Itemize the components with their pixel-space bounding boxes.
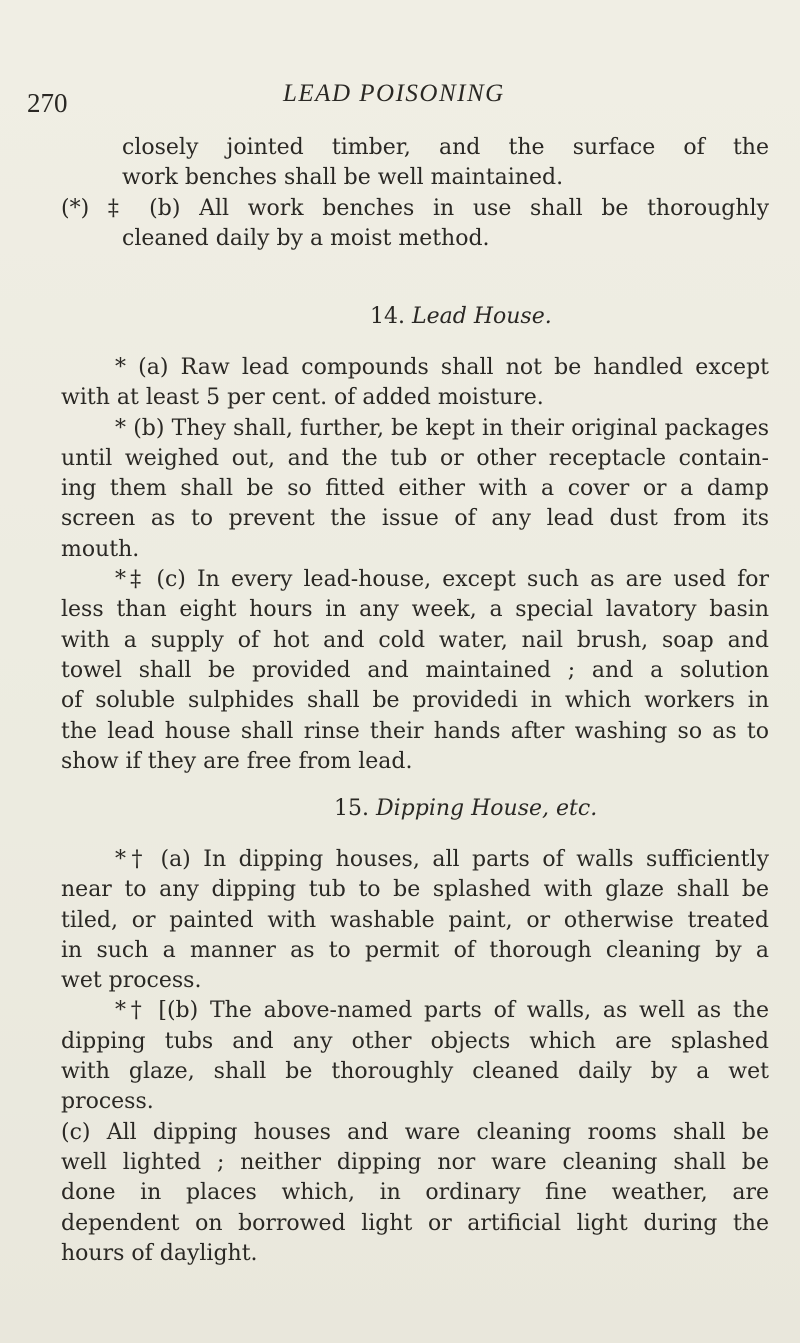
text-line: mouth. bbox=[61, 536, 140, 562]
text-line: near to any dipping tub to be splashed with glaze shall be bbox=[61, 877, 769, 903]
text-line: process. bbox=[61, 1089, 154, 1115]
text-line: cleaned daily by a moist method. bbox=[122, 225, 490, 251]
section-15-heading bbox=[334, 796, 597, 821]
text-line: *† (a) In dipping houses, all parts of walls sufficiently bbox=[115, 847, 769, 872]
text-line: well lighted ; neither dipping nor ware cleaning shall be bbox=[61, 1149, 769, 1175]
text-line: * (a) Raw lead compounds shall not be handled except bbox=[115, 355, 769, 380]
text-line: *† [(b) The above-named parts of walls, as well as the bbox=[115, 998, 769, 1024]
text-line: dependent on borrowed light or artificial light during the bbox=[61, 1210, 769, 1236]
section-title: Dipping House, etc. bbox=[376, 796, 598, 821]
text-line: until weighed out, and the tub or other receptacle contain- bbox=[61, 445, 769, 471]
section-number: 14. bbox=[370, 304, 405, 329]
text-line: of soluble sulphides shall be providedi in which workers in bbox=[61, 688, 769, 714]
running-head: LEAD POISONING bbox=[283, 80, 505, 107]
text-line: the lead house shall rinse their hands after washing so as to bbox=[61, 718, 769, 744]
text-line: (*) ‡ (b) All work benches in use shall be thoroughly bbox=[61, 195, 769, 221]
section-14-body bbox=[61, 353, 771, 777]
text-line: screen as to prevent the issue of any lead dust from its bbox=[61, 506, 769, 532]
text-line: in such a manner as to permit of thorough cleaning by a bbox=[61, 937, 769, 963]
text-line: show if they are free from lead. bbox=[61, 748, 413, 774]
text-line: dipping tubs and any other objects which are splashed bbox=[61, 1028, 769, 1054]
text-line: closely jointed timber, and the surface of the bbox=[122, 135, 769, 160]
section-title: Lead House. bbox=[412, 304, 552, 329]
text-line: tiled, or painted with washable paint, or otherwise treated bbox=[61, 907, 769, 933]
section-number: 15. bbox=[334, 796, 369, 821]
text-line: towel shall be provided and maintained ; and a solution bbox=[61, 657, 769, 683]
text-line: hours of daylight. bbox=[61, 1240, 258, 1266]
text-line: done in places which, in ordinary fine weather, are bbox=[61, 1180, 769, 1206]
text-line: work benches shall be well maintained. bbox=[122, 165, 564, 191]
text-line: with at least 5 per cent. of added moisture. bbox=[61, 385, 544, 411]
opening-paragraph bbox=[61, 133, 771, 254]
section-14-heading bbox=[370, 304, 552, 329]
text-line: (c) All dipping houses and ware cleaning rooms shall be bbox=[61, 1119, 769, 1145]
text-line: wet process. bbox=[61, 968, 202, 994]
text-line: ing them shall be so fitted either with a cover or a damp bbox=[61, 476, 769, 502]
page-number: 270 bbox=[27, 88, 68, 118]
text-line: less than eight hours in any week, a special lavatory basin bbox=[61, 597, 769, 623]
text-line: * (b) They shall, further, be kept in their original packages bbox=[115, 415, 769, 441]
text-line: *‡ (c) In every lead-house, except such as are used for bbox=[115, 567, 769, 593]
section-15-body bbox=[61, 845, 771, 1269]
text-line: with a supply of hot and cold water, nail brush, soap and bbox=[61, 627, 769, 653]
text-line: with glaze, shall be thoroughly cleaned daily by a wet bbox=[61, 1059, 769, 1085]
